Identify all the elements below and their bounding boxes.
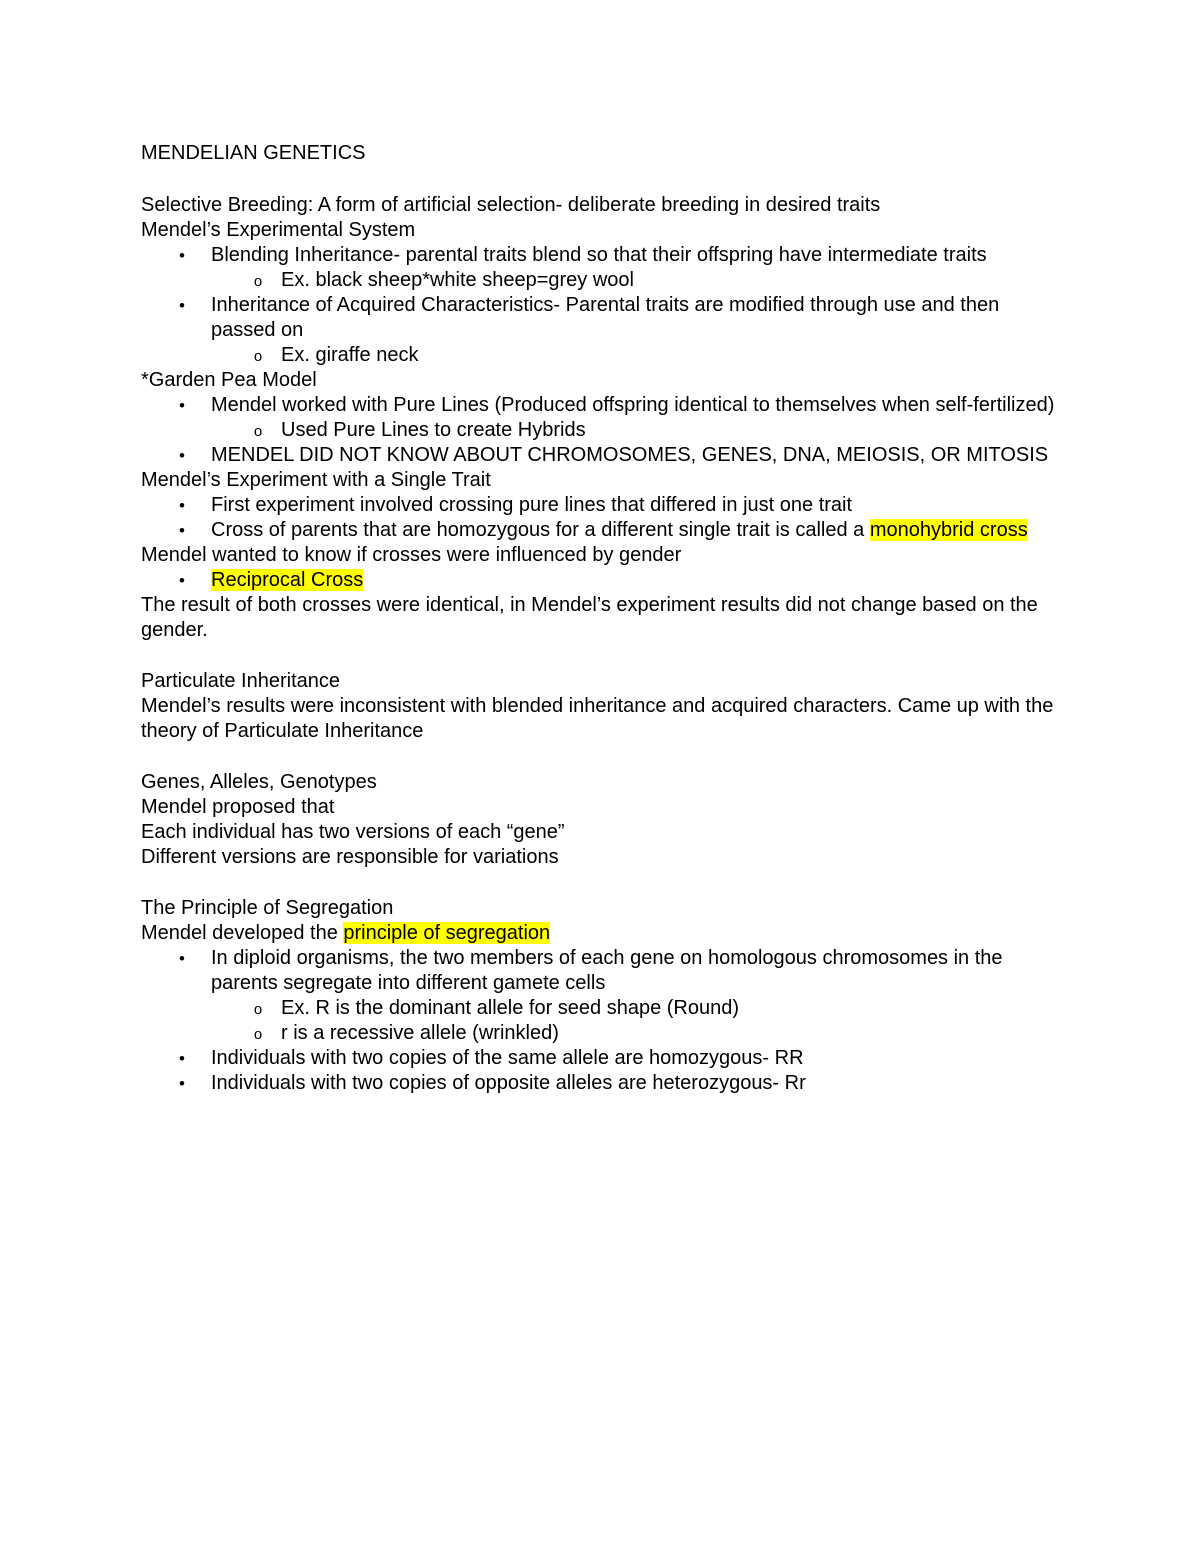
sub-list <box>211 418 1061 443</box>
single-trait-heading: Mendel’s Experiment with a Single Trait <box>141 469 491 491</box>
segregation-list <box>141 946 1061 1096</box>
garden-pea-heading: *Garden Pea Model <box>141 369 317 391</box>
selective-breeding-text: Selective Breeding: A form of artificial selection- deliberate breeding in desired traits <box>141 194 881 216</box>
sub-list <box>211 268 1061 293</box>
result-text: The result of both crosses were identical, in Mendel’s experiment results did not change based on the gender. <box>141 594 1038 641</box>
first-experiment-text: First experiment involved crossing pure lines that differed in just one trait <box>211 494 853 516</box>
list-item <box>211 268 1061 293</box>
list-item <box>141 293 1061 368</box>
list-item <box>141 1071 1061 1096</box>
circle-bullet-icon: o <box>253 1001 263 1018</box>
list-item <box>141 243 1061 293</box>
blending-example: Ex. black sheep*white sheep=grey wool <box>281 269 634 291</box>
garden-pea-list <box>141 393 1061 468</box>
list-item <box>141 946 1061 1046</box>
recessive-example: r is a recessive allele (wrinkled) <box>281 1022 559 1044</box>
document-title: MENDELIAN GENETICS <box>141 142 366 164</box>
list-item <box>211 418 1061 443</box>
list-item <box>141 443 1061 468</box>
developed-text: Mendel developed the <box>141 922 344 944</box>
proposed-text: Mendel proposed that <box>141 796 335 818</box>
particulate-heading: Particulate Inheritance <box>141 670 341 692</box>
list-item <box>141 518 1061 543</box>
bullet-icon: • <box>179 496 185 515</box>
cross-text: Cross of parents that are homozygous for a different single trait is called a <box>211 519 870 541</box>
reciprocal-cross-highlight: Reciprocal Cross <box>211 569 364 591</box>
bullet-icon: • <box>179 1049 185 1068</box>
genes-heading: Genes, Alleles, Genotypes <box>141 771 377 793</box>
list-item <box>141 1046 1061 1071</box>
acquired-text: Inheritance of Acquired Characteristics- Parental traits are modified through use and then passed on <box>211 294 1000 341</box>
circle-bullet-icon: o <box>253 1026 263 1043</box>
gender-list <box>141 568 1061 593</box>
single-trait-list <box>141 493 1061 543</box>
bullet-icon: • <box>179 571 185 590</box>
dominant-example: Ex. R is the dominant allele for seed shape (Round) <box>281 997 740 1019</box>
experimental-system-heading: Mendel’s Experimental System <box>141 219 416 241</box>
paragraph-gap <box>141 744 1061 770</box>
heterozygous-text: Individuals with two copies of opposite alleles are heterozygous- Rr <box>211 1072 806 1094</box>
variations-text: Different versions are responsible for variations <box>141 846 559 868</box>
two-versions-text: Each individual has two versions of each “gene” <box>141 821 565 843</box>
sub-list <box>211 343 1061 368</box>
developed-line <box>141 921 1061 946</box>
blending-text: Blending Inheritance- parental traits blend so that their offspring have intermediate traits <box>211 244 987 266</box>
paragraph-gap <box>141 643 1061 669</box>
circle-bullet-icon: o <box>253 273 263 290</box>
circle-bullet-icon: o <box>253 348 263 365</box>
bullet-icon: • <box>179 246 185 265</box>
experimental-system-list <box>141 243 1061 368</box>
list-item <box>141 493 1061 518</box>
list-item <box>141 568 1061 593</box>
pure-lines-example: Used Pure Lines to create Hybrids <box>281 419 586 441</box>
diploid-text: In diploid organisms, the two members of each gene on homologous chromosomes in the parents segregate into different gamete cells <box>211 947 1003 994</box>
bullet-icon: • <box>179 446 185 465</box>
gender-question-text: Mendel wanted to know if crosses were influenced by gender <box>141 544 682 566</box>
segregation-heading: The Principle of Segregation <box>141 897 394 919</box>
list-item <box>211 343 1061 368</box>
bullet-icon: • <box>179 396 185 415</box>
circle-bullet-icon: o <box>253 423 263 440</box>
list-item <box>141 393 1061 443</box>
document-body <box>141 141 1061 1096</box>
pure-lines-text: Mendel worked with Pure Lines (Produced offspring identical to themselves when self-fertilized) <box>211 394 1055 416</box>
particulate-text: Mendel’s results were inconsistent with blended inheritance and acquired characters. Came up with the theory of Particulate Inheritance <box>141 695 1054 742</box>
list-item <box>211 1021 1061 1046</box>
list-item <box>211 996 1061 1021</box>
paragraph-gap <box>141 870 1061 896</box>
bullet-icon: • <box>179 949 185 968</box>
sub-list <box>211 996 1061 1046</box>
bullet-icon: • <box>179 521 185 540</box>
acquired-example: Ex. giraffe neck <box>281 344 419 366</box>
monohybrid-cross-highlight: monohybrid cross <box>869 519 1028 541</box>
bullet-icon: • <box>179 296 185 315</box>
bullet-icon: • <box>179 1074 185 1093</box>
did-not-know-text: MENDEL DID NOT KNOW ABOUT CHROMOSOMES, GENES, DNA, MEIOSIS, OR MITOSIS <box>211 444 1049 466</box>
homozygous-text: Individuals with two copies of the same allele are homozygous- RR <box>211 1047 804 1069</box>
principle-of-segregation-highlight: principle of segregation <box>343 922 551 944</box>
